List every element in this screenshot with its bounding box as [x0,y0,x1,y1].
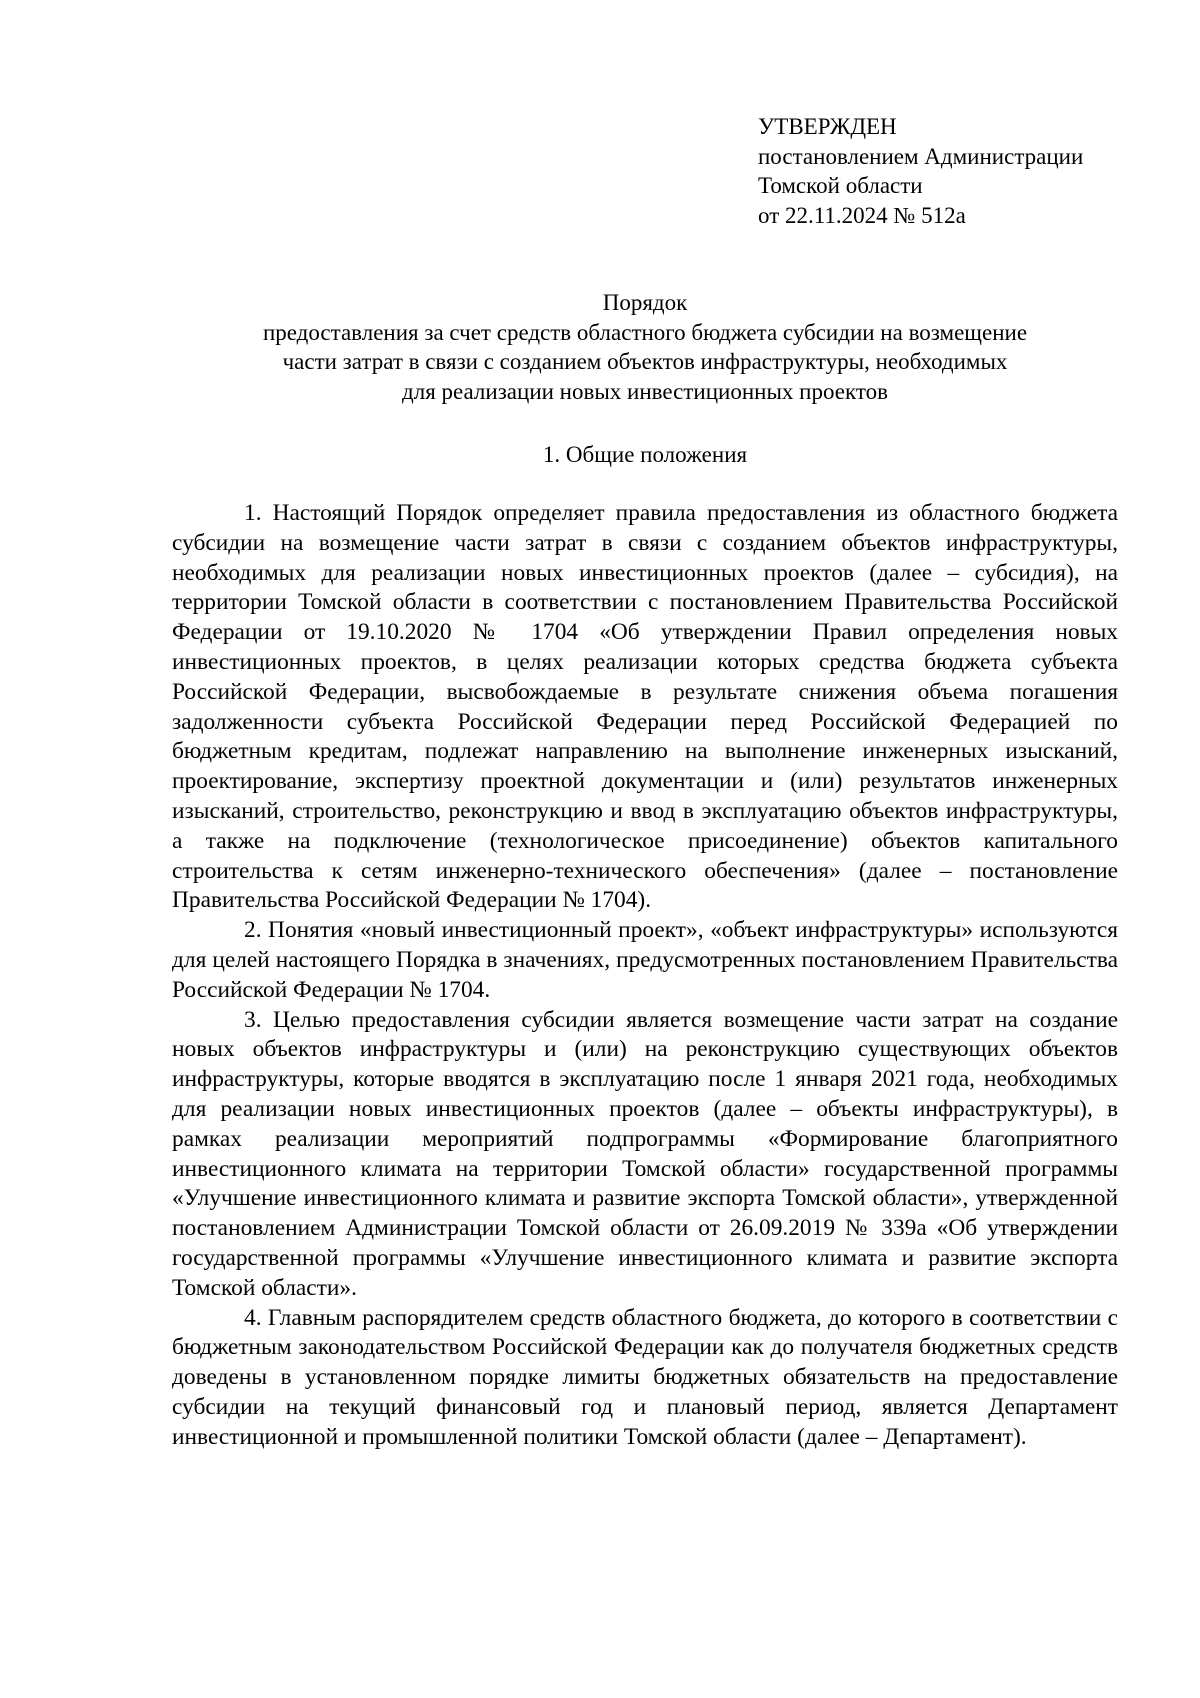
approval-line-approved: УТВЕРЖДЕН [758,114,897,139]
paragraph-2: 2. Понятия «новый инвестиционный проект», «объект инфраструктуры» используются для целей настоящего Порядка в значениях, предусмотренных постановлением Правительства Российской Федерации № 1704. [172,917,1118,1003]
approval-line-region: Томской области [758,173,923,198]
paragraph-4: 4. Главным распорядителем средств областного бюджета, до которого в соответствии с бюджетным законодательством Российской Федерации как до получателя бюджетных средств доведены в установленном порядке лимиты бюджетных обязательств на предоставление субсидии на текущий финансовый год и плановый период, является Департамент инвестиционной и промышленной политики Томской области (далее – Департамент). [172,1304,1118,1450]
title-line-1: Порядок [602,290,688,315]
document-title [150,288,1140,406]
title-line-4: для реализации новых инвестиционных проектов [402,378,888,404]
approval-stamp [758,112,1158,230]
approval-line-resolution: постановлением Администрации [758,143,1084,169]
title-line-3: части затрат в связи с созданием объектов инфраструктуры, необходимых [282,349,1008,374]
title-line-2: предоставления за счет средств областного бюджета субсидии на возмещение [262,319,1028,345]
paragraph-3: 3. Целью предоставления субсидии является возмещение части затрат на создание новых объектов инфраструктуры и (или) на реконструкцию существующих объектов инфраструктуры, которые вводятся в эксплуатацию после 1 января 2021 года, необходимых для реализации новых инвестиционных проектов (далее – объекты инфраструктуры), в рамках реализации мероприятий подпрограммы «Формирование благоприятного инвестиционного климата на территории Томской области» государственной программы «Улучшение инвестиционного климата и развитие экспорта Томской области», утвержденной постановлением Администрации Томской области от 26.09.2019 № 339а «Об утверждении государственной программы «Улучшение инвестиционного климата и развитие экспорта Томской области». [172,1006,1118,1301]
section-heading: 1. Общие положения [542,442,748,467]
paragraph-1: 1. Настоящий Порядок определяет правила предоставления из областного бюджета субсидии на возмещение части затрат в связи с созданием объектов инфраструктуры, необходимых для реализации новых инвестиционных проектов (далее – субсидия), на территории Томской области в соответствии с постановлением Правительства Российской Федерации от 19.10.2020 № 1704 «Об утверждении Правил определения новых инвестиционных проектов, в целях реализации которых средства бюджета субъекта Российской Федерации, высвобождаемые в результате снижения объема погашения задолженности субъекта Российской Федерации перед Российской Федерацией по бюджетным кредитам, подлежат направлению на выполнение инженерных изысканий, проектирование, экспертизу проектной документации и (или) результатов инженерных изысканий, строительство, реконструкцию и ввод в эксплуатацию объектов инфраструктуры, а также на подключение (технологическое присоединение) объектов капитального строительства к сетям инженерно-технического обеспечения» (далее – постановление Правительства Российской Федерации № 1704). [172,500,1118,914]
document-body [172,499,1118,1453]
approval-line-date-number: от 22.11.2024 № 512а [758,202,966,228]
